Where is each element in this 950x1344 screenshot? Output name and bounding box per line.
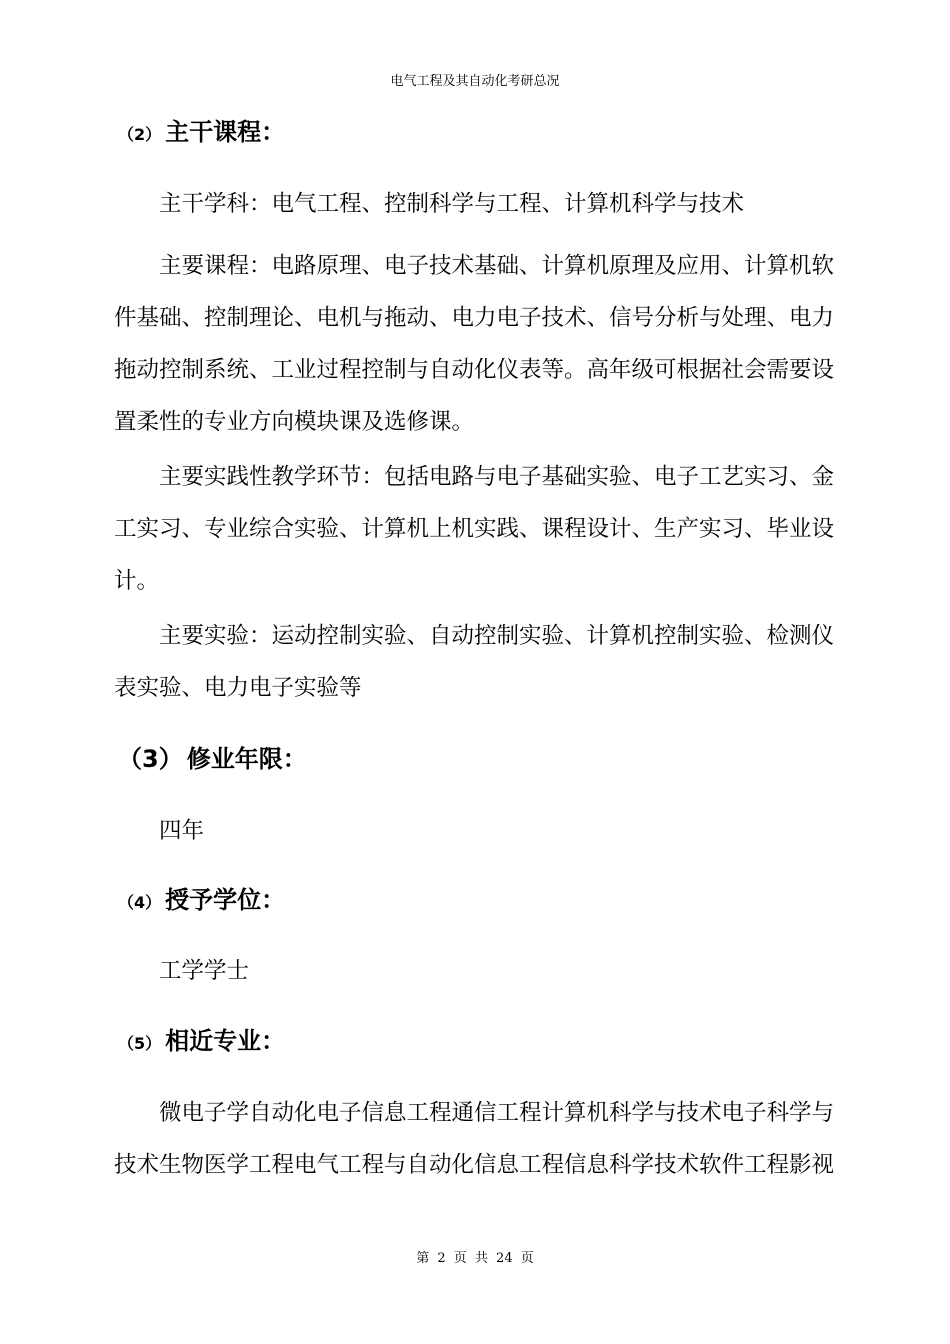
section-heading-study-years bbox=[118, 743, 307, 775]
paragraph-main-disciplines: 主干学科：电气工程、控制科学与工程、计算机科学与技术 bbox=[159, 191, 745, 217]
paragraph-main-experiments: 主要实验：运动控制实验、自动控制实验、计算机控制实验、检测仪表实验、电力电子实验等 bbox=[114, 623, 835, 701]
section-title: 授予学位： bbox=[165, 886, 286, 914]
paragraph-study-years: 四年 bbox=[159, 818, 205, 844]
paragraph-related-majors: 微电子学自动化电子信息工程通信工程计算机科学与技术电子科学与技术生物医学工程电气工程与自动化信息工程信息科学技术软件工程影视 bbox=[114, 1100, 835, 1178]
section-heading-main-courses bbox=[118, 116, 285, 151]
section-title: 修业年限： bbox=[186, 745, 307, 773]
page-footer: 第 2 页 共 24 页 bbox=[416, 1251, 534, 1266]
section-number: （4） bbox=[118, 893, 162, 912]
section-number: （2） bbox=[118, 125, 162, 144]
section-heading-degree bbox=[118, 884, 285, 919]
paragraph-main-courses: 主要课程：电路原理、电子技术基础、计算机原理及应用、计算机软件基础、控制理论、电机与拖动、电力电子技术、信号分析与处理、电力拖动控制系统、工业过程控制与自动化仪表等。高年级可根据社会需要设置柔性的专业方向模块课及选修课。 bbox=[114, 253, 835, 435]
paragraph-practice-links: 主要实践性教学环节：包括电路与电子基础实验、电子工艺实习、金工实习、专业综合实验、计算机上机实践、课程设计、生产实习、毕业设计。 bbox=[114, 464, 835, 594]
page-header: 电气工程及其自动化考研总况 bbox=[390, 74, 560, 89]
section-number: （5） bbox=[118, 1034, 162, 1053]
section-title: 相近专业： bbox=[165, 1027, 286, 1055]
section-title: 主干课程： bbox=[165, 118, 286, 146]
section-number: （3） bbox=[118, 745, 183, 773]
paragraph-degree: 工学学士 bbox=[159, 958, 250, 984]
section-heading-related-majors bbox=[118, 1025, 285, 1060]
